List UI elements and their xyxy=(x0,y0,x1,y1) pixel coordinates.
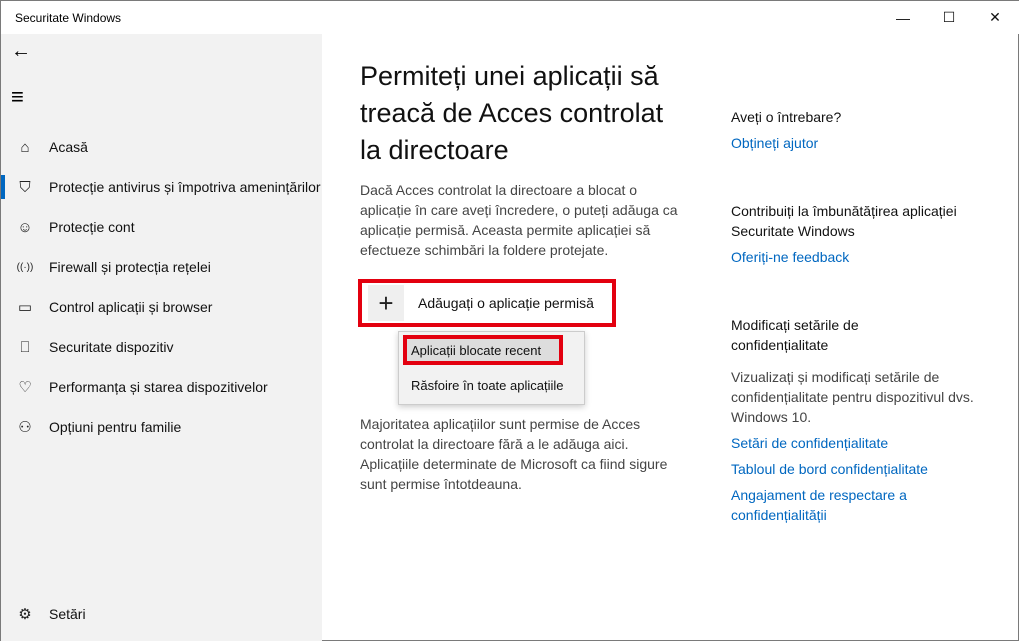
minimize-button[interactable]: — xyxy=(896,9,910,26)
home-icon: ⌂ xyxy=(20,138,30,156)
privacy-text: Vizualizați și modificați setările de confidențialitate pentru dispozitivul dvs. Windows 10. xyxy=(731,369,974,425)
privacy-settings-link[interactable]: Setări de confidențialitate xyxy=(731,435,889,451)
gear-icon: ⚙ xyxy=(18,606,32,623)
description: Dacă Acces controlat la directoare a blocat o aplicație în care aveți încredere, o puteți adăuga ca aplicație permisă. Aceasta permite aplicației să efectueze schimbări la foldere protejate. xyxy=(360,182,678,258)
sidebar-item-label: Control aplicații și browser xyxy=(49,299,213,315)
sidebar-item-firewall[interactable] xyxy=(1,247,322,287)
sidebar-item-label: Firewall și protecția rețelei xyxy=(49,259,211,275)
plus-icon: + xyxy=(368,285,404,321)
close-button[interactable]: ✕ xyxy=(989,9,1001,25)
question-heading: Aveți o întrebare? xyxy=(731,109,842,125)
back-arrow-icon[interactable]: ← xyxy=(11,40,31,62)
menu-item-browse-all[interactable]: Răsfoire în toate aplicațiile xyxy=(411,377,564,393)
sidebar-item-antivirus[interactable] xyxy=(1,167,322,207)
window-icon: ▭ xyxy=(17,299,33,316)
hamburger-menu-icon[interactable]: ≡ xyxy=(11,84,24,109)
antenna-icon: ((·)) xyxy=(16,261,34,273)
sidebar-item-performance[interactable] xyxy=(1,367,322,407)
window-title: Securitate Windows xyxy=(15,11,122,25)
get-help-link[interactable]: Obțineți ajutor xyxy=(731,135,819,151)
menu-item-recently-blocked[interactable]: Aplicații blocate recent xyxy=(403,335,563,365)
sidebar-item-label: Performanța și starea dispozitivelor xyxy=(49,379,268,395)
maximize-button[interactable]: ☐ xyxy=(942,9,956,25)
feedback-heading: Contribuiți la îmbunătățirea aplicației Securitate Windows xyxy=(731,203,957,239)
family-icon: ⚇ xyxy=(18,419,32,436)
sidebar-item-family[interactable] xyxy=(1,407,322,447)
person-icon: ☺ xyxy=(17,218,33,236)
sidebar-item-account[interactable] xyxy=(1,207,322,247)
sidebar-item-settings[interactable] xyxy=(1,594,322,634)
privacy-heading: Modificați setările de confidențialitate xyxy=(731,317,859,353)
sidebar-item-home[interactable] xyxy=(1,127,322,167)
page-title: Permiteți unei aplicații să treacă de Acces controlat la directoare xyxy=(360,61,664,165)
add-app-dropdown-menu xyxy=(398,331,585,405)
sidebar-item-label: Securitate dispozitiv xyxy=(49,339,174,355)
sidebar-item-label: Acasă xyxy=(49,139,88,155)
feedback-link[interactable]: Oferiți-ne feedback xyxy=(731,249,850,265)
sidebar-item-device-security[interactable] xyxy=(1,327,322,367)
laptop-icon: ⎕ xyxy=(20,338,30,356)
sidebar-item-label: Setări xyxy=(49,606,86,622)
sidebar-item-app-browser[interactable] xyxy=(1,287,322,327)
sidebar-item-label: Protecție cont xyxy=(49,219,135,235)
add-button-label: Adăugați o aplicație permisă xyxy=(418,295,594,311)
sidebar-item-label: Protecție antivirus și împotriva amenințărilor xyxy=(49,179,321,195)
main-content xyxy=(322,34,1018,640)
title-bar xyxy=(1,1,1019,34)
heart-icon: ♡ xyxy=(18,379,32,396)
privacy-statement-link[interactable]: Angajament de respectare a confidențialității xyxy=(731,487,907,523)
sidebar xyxy=(1,34,322,641)
note-text: Majoritatea aplicațiilor sunt permise de Acces controlat la directoare fără a le adăuga aici. Aplicațiile determinate de Microsoft ca fiind sigure sunt permise întotdeauna. xyxy=(360,416,668,492)
sidebar-item-label: Opțiuni pentru familie xyxy=(49,419,182,435)
shield-icon: ⛉ xyxy=(19,178,31,196)
privacy-dashboard-link[interactable]: Tabloul de bord confidențialitate xyxy=(731,461,928,477)
add-allowed-app-button[interactable] xyxy=(358,279,616,327)
